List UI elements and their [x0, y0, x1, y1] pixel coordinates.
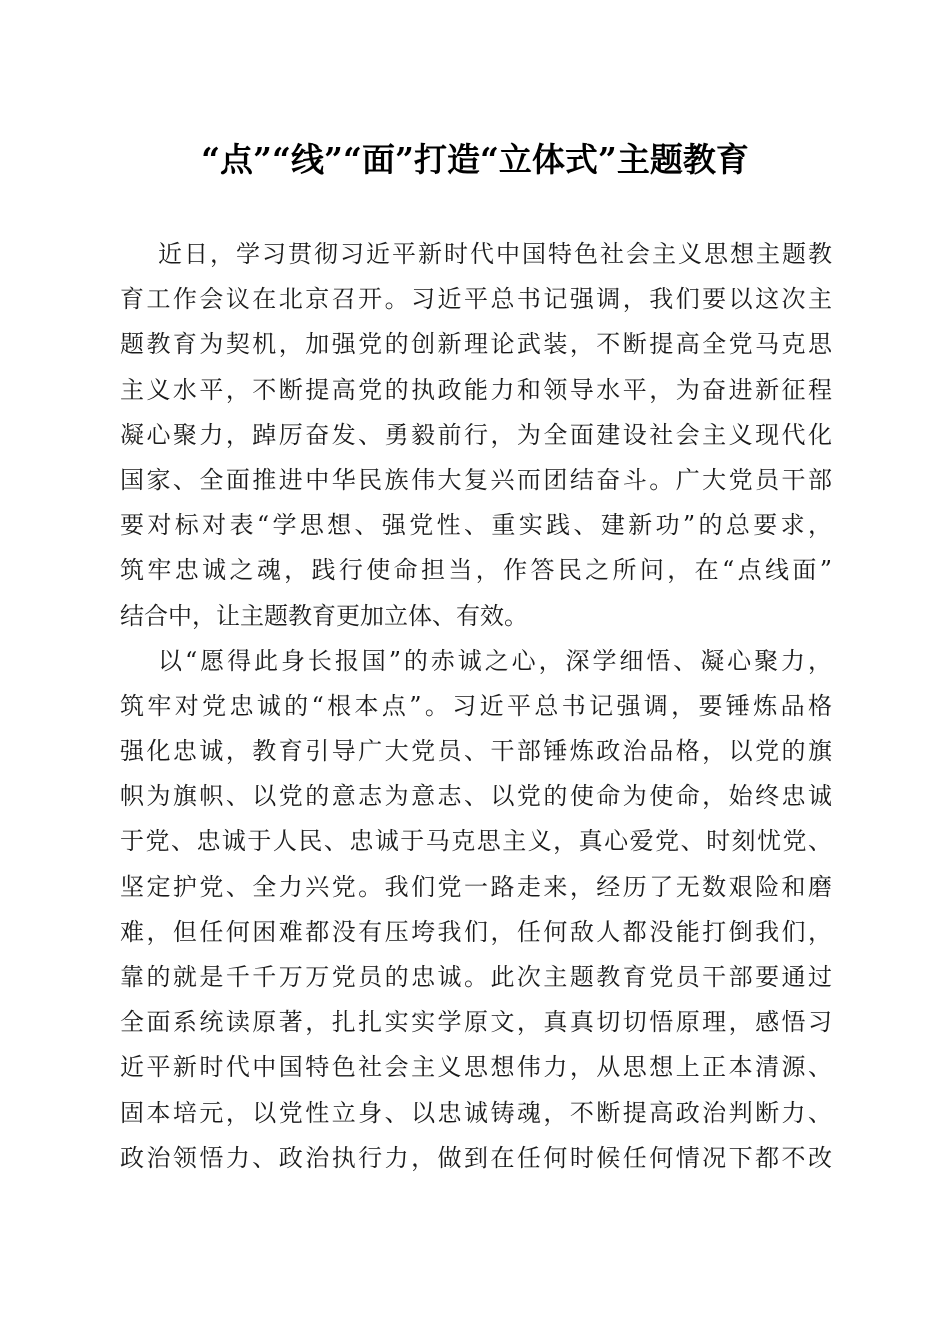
paragraph-2-line-9: 全面系统读原著，扎扎实实学原文，真真切切悟原理，感悟习	[120, 1008, 832, 1037]
paragraph-2-line-10: 近平新时代中国特色社会主义思想伟力，从思想上正本清源、	[120, 1053, 832, 1082]
paragraph-2-line-2: 筑牢对党忠诚的“根本点”。习近平总书记强调，要锤炼品格	[120, 691, 832, 720]
paragraph-2-line-3: 强化忠诚，教育引导广大党员、干部锤炼政治品格，以党的旗	[120, 737, 832, 766]
paragraph-1-line-7: 要对标对表“学思想、强党性、重实践、建新功”的总要求，	[120, 511, 832, 540]
paragraph-2-line-7: 难，但任何困难都没有压垮我们，任何敌人都没能打倒我们，	[120, 917, 832, 946]
document-title: “点”“线”“面”打造“立体式”主题教育	[201, 140, 749, 179]
paragraph-2-line-8: 靠的就是千千万万党员的忠诚。此次主题教育党员干部要通过	[120, 963, 832, 991]
paragraph-1-line-3: 题教育为契机，加强党的创新理论武装，不断提高全党马克思	[120, 330, 832, 359]
paragraph-1-line-4: 主义水平，不断提高党的执政能力和领导水平，为奋进新征程	[120, 375, 832, 404]
paragraph-1-line-9: 结合中，让主题教育更加立体、有效。	[120, 601, 528, 630]
paragraph-2-line-6: 坚定护党、全力兴党。我们党一路走来，经历了无数艰险和磨	[120, 872, 832, 901]
paragraph-1-line-8: 筑牢忠诚之魂，践行使命担当，作答民之所问，在“点线面”	[120, 556, 832, 585]
paragraph-2-line-1: 以“愿得此身长报国”的赤诚之心，深学细悟、凝心聚力，	[158, 646, 832, 675]
paragraph-1-line-2: 育工作会议在北京召开。习近平总书记强调，我们要以这次主	[120, 285, 832, 314]
paragraph-1-line-1: 近日，学习贯彻习近平新时代中国特色社会主义思想主题教	[158, 240, 832, 268]
paragraph-1-line-6: 国家、全面推进中华民族伟大复兴而团结奋斗。广大党员干部	[120, 465, 832, 494]
paragraph-2-line-11: 固本培元，以党性立身、以忠诚铸魂，不断提高政治判断力、	[120, 1098, 832, 1127]
paragraph-2-line-4: 帜为旗帜、以党的意志为意志、以党的使命为使命，始终忠诚	[120, 782, 832, 811]
paragraph-2-line-5: 于党、忠诚于人民、忠诚于马克思主义，真心爱党、时刻忧党、	[120, 827, 832, 856]
paragraph-2-line-12: 政治领悟力、政治执行力，做到在任何时候任何情况下都不改	[120, 1143, 832, 1172]
paragraph-1-line-5: 凝心聚力，踔厉奋发、勇毅前行，为全面建设社会主义现代化	[120, 420, 832, 449]
document-body	[120, 232, 832, 1181]
